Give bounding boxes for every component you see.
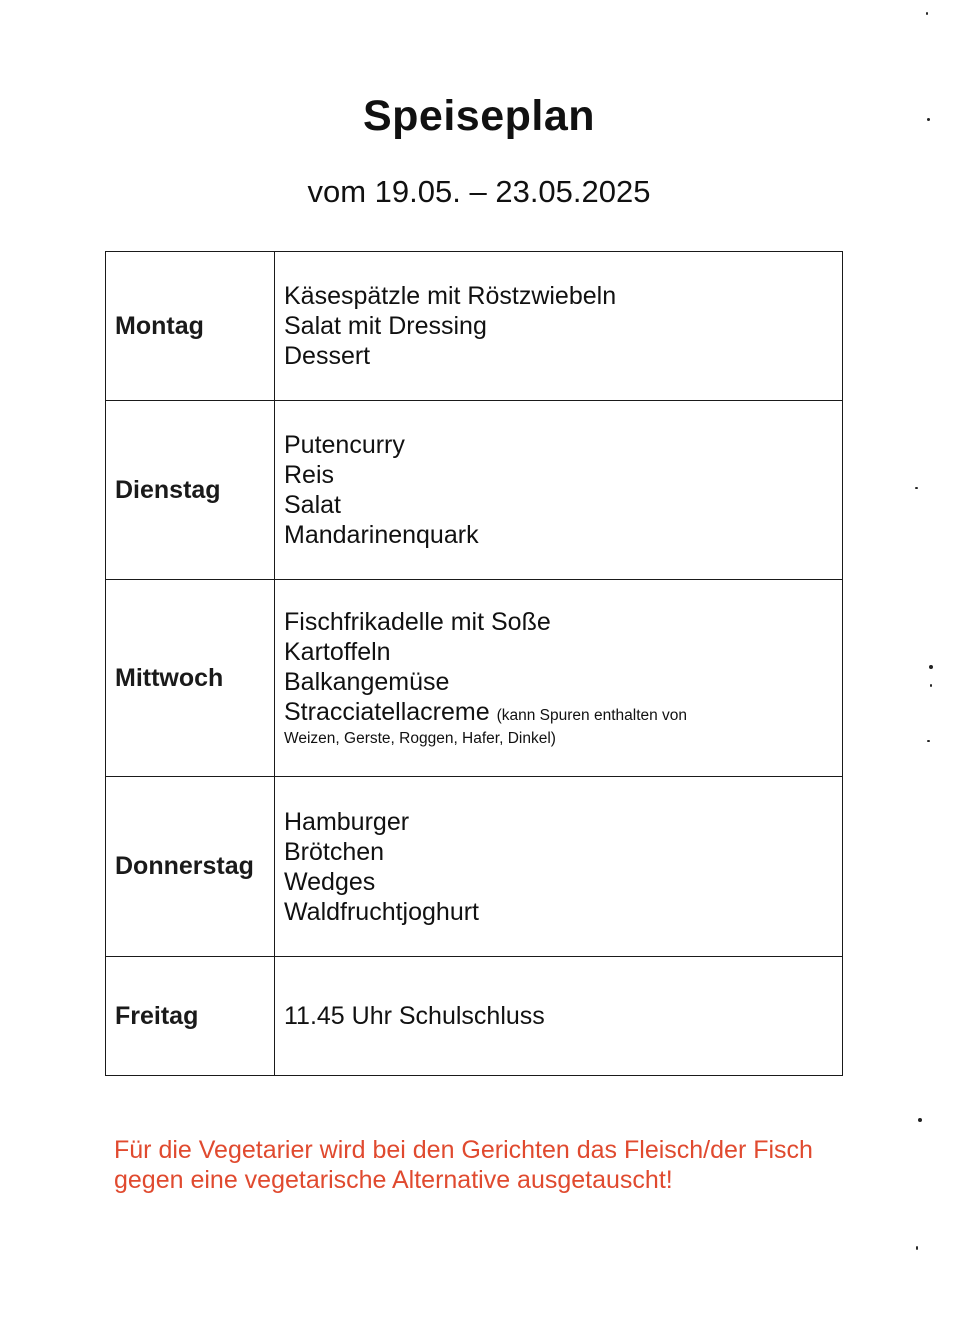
meal-item: Reis — [284, 461, 335, 489]
table-row-mittwoch — [106, 580, 843, 777]
table-row-dienstag — [106, 401, 843, 580]
meal-item: Hamburger — [284, 807, 410, 836]
meal-cell — [275, 252, 843, 401]
meal-cell — [275, 777, 843, 957]
meal-item: Käsespätzle mit Röstzwiebeln — [284, 282, 617, 310]
page-title: Speiseplan — [362, 92, 596, 140]
meal-item: Wedges — [284, 867, 376, 896]
scan-speck — [916, 1246, 918, 1250]
meal-item: Putencurry — [284, 431, 405, 459]
meal-item: Mandarinenquark — [284, 521, 479, 549]
meal-item: Salat mit Dressing — [284, 312, 487, 340]
allergen-note-continued: Weizen, Gerste, Roggen, Hafer, Dinkel) — [284, 730, 556, 747]
meal-item: Salat — [284, 491, 341, 519]
scan-speck — [930, 684, 932, 687]
meal-item: Fischfrikadelle mit Soße — [284, 608, 551, 636]
day-label: Dienstag — [106, 401, 275, 580]
meal-item: Balkangemüse — [284, 668, 450, 696]
scan-speck — [927, 118, 930, 121]
meal-item: Stracciatellacreme — [284, 698, 490, 726]
scan-speck — [915, 487, 918, 489]
meal-item: Kartoffeln — [284, 638, 391, 666]
meal-item: Brötchen — [284, 837, 385, 866]
day-label: Mittwoch — [106, 580, 275, 777]
day-label: Freitag — [106, 957, 275, 1076]
meal-cell — [275, 580, 843, 777]
allergen-note: (kann Spuren enthalten von — [496, 707, 688, 724]
meal-item: Dessert — [284, 342, 371, 370]
table-row-montag — [106, 252, 843, 401]
meal-item: Waldfruchtjoghurt — [284, 897, 479, 926]
table-row-freitag — [106, 957, 843, 1076]
date-range: vom 19.05. – 23.05.2025 — [307, 174, 651, 209]
table-row-donnerstag — [106, 777, 843, 957]
scan-speck — [929, 665, 933, 669]
scan-speck — [918, 1118, 922, 1122]
meal-item: 11.45 Uhr Schulschluss — [284, 1002, 545, 1030]
meal-cell — [275, 957, 843, 1076]
vegetarian-note-line: gegen eine vegetarische Alternative ausgetauscht! — [114, 1166, 673, 1194]
scan-speck — [927, 740, 930, 742]
vegetarian-note — [114, 1135, 874, 1195]
menu-table — [105, 251, 843, 1076]
day-label: Donnerstag — [106, 777, 275, 957]
meal-cell — [275, 401, 843, 580]
day-label: Montag — [106, 252, 275, 401]
scan-speck — [926, 12, 928, 15]
meal-item-with-note — [284, 697, 842, 727]
vegetarian-note-line: Für die Vegetarier wird bei den Gerichten das Fleisch/der Fisch — [114, 1136, 813, 1164]
